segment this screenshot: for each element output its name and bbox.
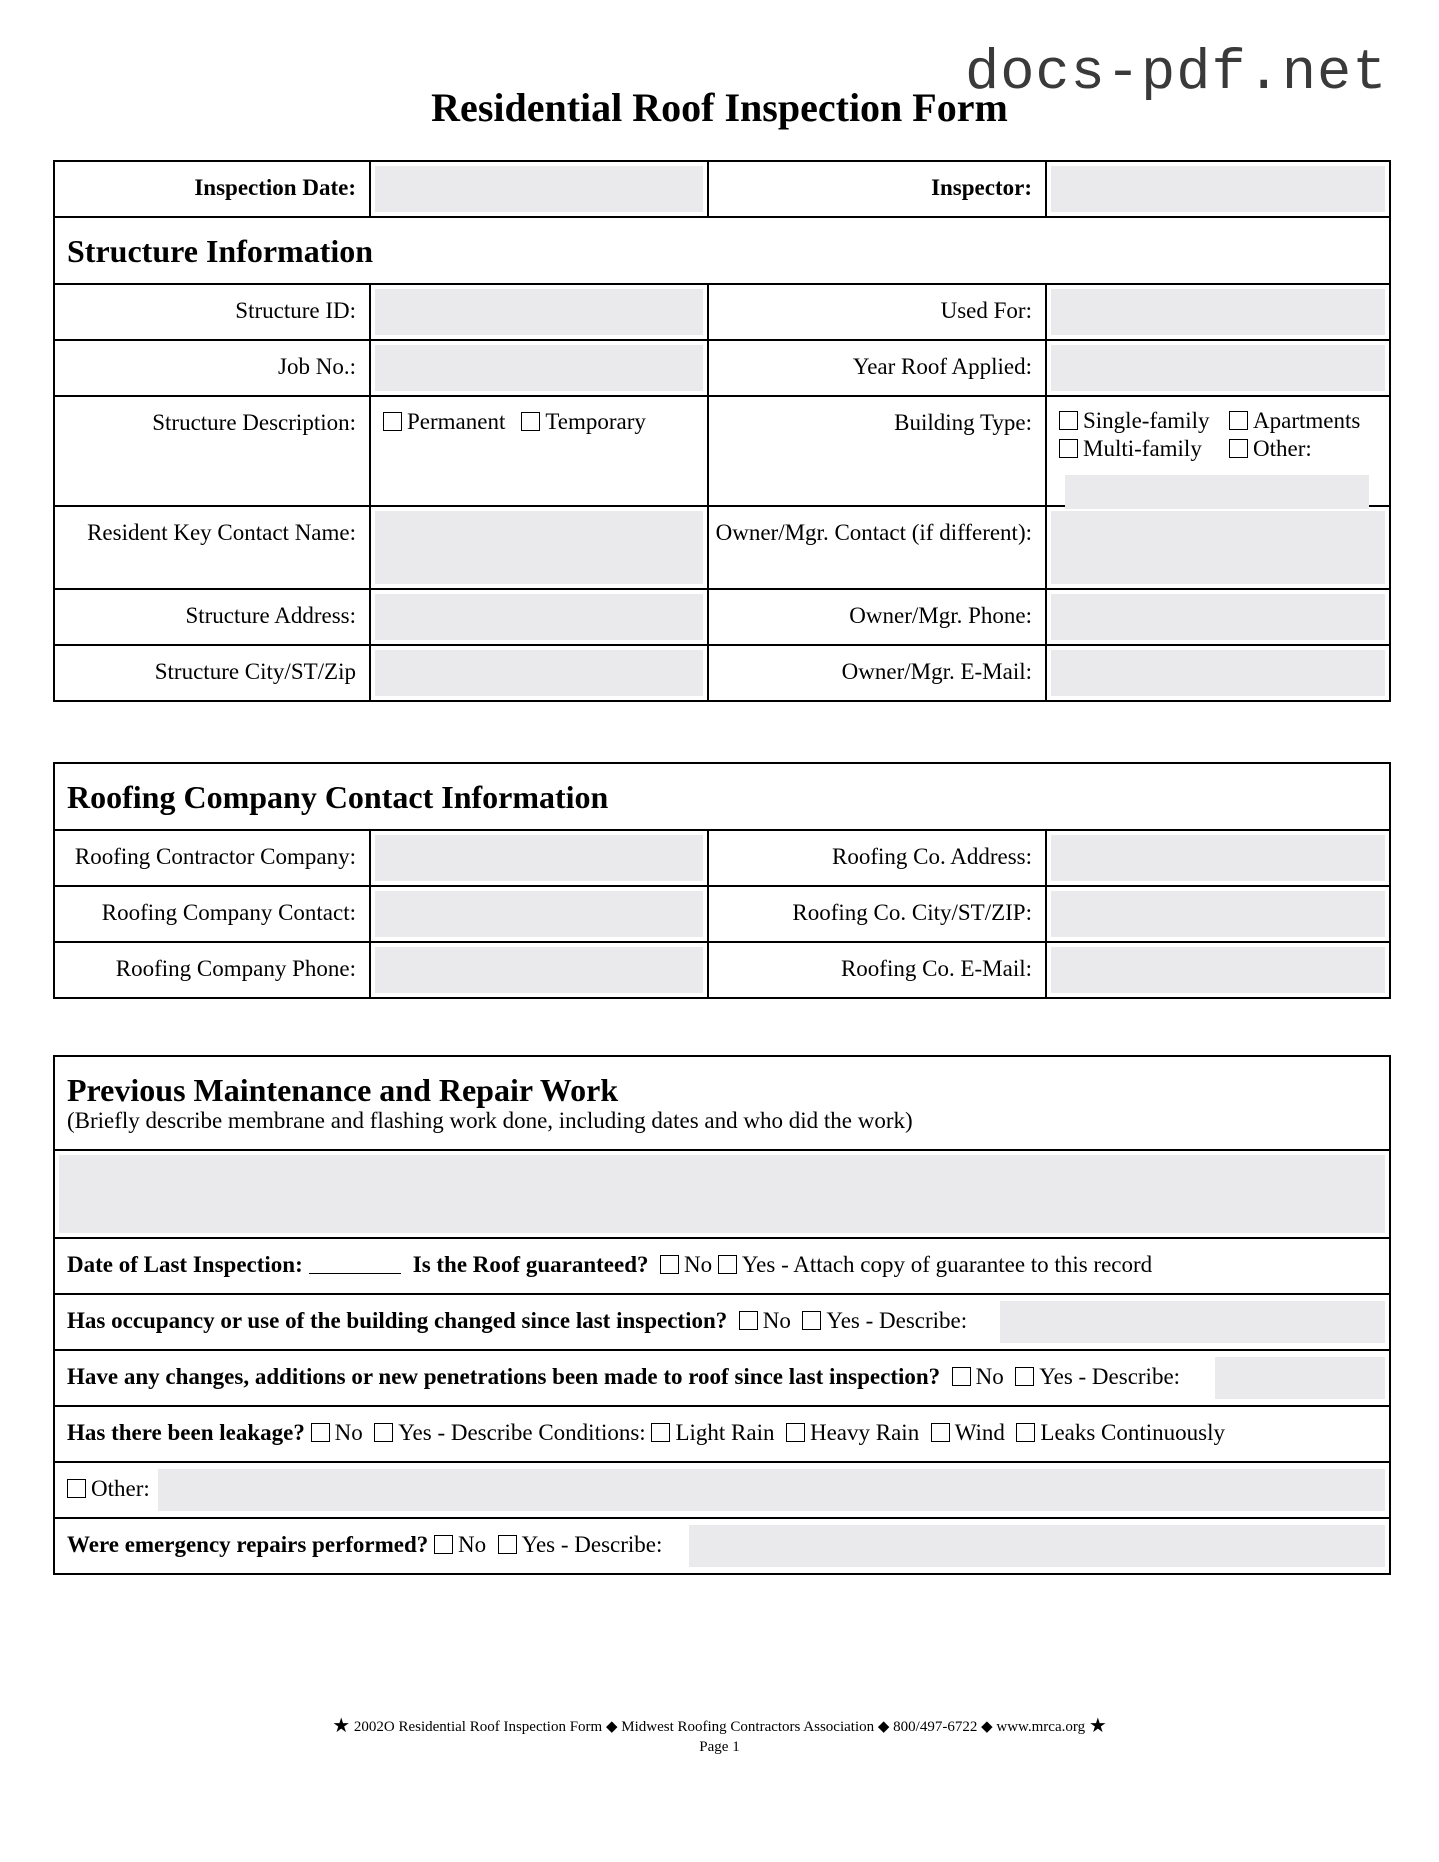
mrca-logo-icon-right: ★ [1088, 1713, 1107, 1737]
job-no-field[interactable] [370, 340, 708, 396]
leaks-continuously-checkbox[interactable] [1016, 1423, 1035, 1442]
changes-yes-label: Yes - Describe: [1039, 1364, 1181, 1389]
footer-text: 2002O Residential Roof Inspection Form ◆ Midwest Roofing Contractors Association ◆ 800/497-6722 ◆ www.mrca.org [353, 1719, 1086, 1735]
structure-address-field[interactable] [370, 589, 708, 645]
apartments-label: Apartments [1253, 408, 1361, 433]
other-leak-row [54, 1462, 1390, 1518]
leakage-row [54, 1406, 1390, 1462]
leaks-continuously-label: Leaks Continuously [1040, 1420, 1226, 1445]
owner-contact-label: Owner/Mgr. Contact (if different): [708, 506, 1046, 589]
owner-phone-field[interactable] [1046, 589, 1390, 645]
resident-contact-field[interactable] [370, 506, 708, 589]
roofing-email-label: Roofing Co. E-Mail: [708, 942, 1046, 998]
inspector-label: Inspector: [708, 161, 1046, 217]
other-leak-checkbox[interactable] [67, 1479, 86, 1498]
roofing-city-label: Roofing Co. City/ST/ZIP: [708, 886, 1046, 942]
changes-no-checkbox[interactable] [952, 1367, 971, 1386]
light-rain-checkbox[interactable] [651, 1423, 670, 1442]
changes-row [54, 1350, 1390, 1406]
resident-contact-label: Resident Key Contact Name: [54, 506, 370, 589]
occupancy-label: Has occupancy or use of the building changed since last inspection? [67, 1308, 728, 1333]
guaranteed-no-label: No [684, 1252, 713, 1277]
permanent-checkbox[interactable] [383, 412, 402, 431]
roofing-address-label: Roofing Co. Address: [708, 830, 1046, 886]
leakage-no-checkbox[interactable] [311, 1423, 330, 1442]
structure-description-label: Structure Description: [54, 396, 370, 506]
occupancy-describe-field[interactable] [1000, 1301, 1385, 1343]
changes-describe-field[interactable] [1215, 1357, 1385, 1399]
heavy-rain-label: Heavy Rain [809, 1420, 920, 1445]
emergency-yes-label: Yes - Describe: [521, 1532, 663, 1557]
used-for-field[interactable] [1046, 284, 1390, 340]
guaranteed-label: Is the Roof guaranteed? [412, 1252, 649, 1277]
leakage-label: Has there been leakage? [67, 1420, 305, 1445]
roofing-company-table [53, 762, 1391, 999]
structure-city-label: Structure City/ST/Zip [54, 645, 370, 701]
maintenance-section-subtitle: (Briefly describe membrane and flashing work done, including dates and who did the work) [67, 1108, 913, 1133]
roofing-city-field[interactable] [1046, 886, 1390, 942]
roofing-phone-label: Roofing Company Phone: [54, 942, 370, 998]
changes-yes-checkbox[interactable] [1015, 1367, 1034, 1386]
structure-id-label: Structure ID: [54, 284, 370, 340]
emergency-row [54, 1518, 1390, 1574]
other-leak-label: Other: [91, 1476, 150, 1501]
maintenance-section-title: Previous Maintenance and Repair Work [67, 1072, 619, 1108]
multi-family-label: Multi-family [1083, 436, 1202, 461]
temporary-checkbox[interactable] [521, 412, 540, 431]
structure-table [53, 160, 1391, 702]
apartments-checkbox[interactable] [1229, 411, 1248, 430]
inspection-date-label: Inspection Date: [54, 161, 370, 217]
owner-email-field[interactable] [1046, 645, 1390, 701]
roofing-address-field[interactable] [1046, 830, 1390, 886]
occupancy-yes-checkbox[interactable] [802, 1311, 821, 1330]
emergency-no-checkbox[interactable] [434, 1535, 453, 1554]
light-rain-label: Light Rain [675, 1420, 775, 1445]
structure-section-title: Structure Information [67, 233, 374, 269]
mrca-logo-icon: ★ [332, 1713, 351, 1737]
permanent-label: Permanent [407, 409, 506, 434]
leakage-yes-label: Yes - Describe Conditions: [398, 1420, 646, 1445]
structure-id-field[interactable] [370, 284, 708, 340]
page-title: Residential Roof Inspection Form [431, 85, 1008, 130]
roofing-phone-field[interactable] [370, 942, 708, 998]
inspector-field[interactable] [1046, 161, 1390, 217]
occupancy-yes-label: Yes - Describe: [826, 1308, 968, 1333]
other-building-field[interactable] [1065, 475, 1369, 509]
single-family-checkbox[interactable] [1059, 411, 1078, 430]
occupancy-row [54, 1294, 1390, 1350]
structure-section-header [54, 217, 1390, 284]
owner-phone-label: Owner/Mgr. Phone: [708, 589, 1046, 645]
roofing-company-label: Roofing Contractor Company: [54, 830, 370, 886]
watermark: docs-pdf.net [965, 42, 1388, 106]
changes-no-label: No [975, 1364, 1004, 1389]
maintenance-section-header [54, 1056, 1390, 1150]
inspection-date-field[interactable] [370, 161, 708, 217]
footer [0, 1712, 1439, 1758]
roofing-contact-label: Roofing Company Contact: [54, 886, 370, 942]
wind-label: Wind [954, 1420, 1005, 1445]
used-for-label: Used For: [708, 284, 1046, 340]
job-no-label: Job No.: [54, 340, 370, 396]
other-building-label: Other: [1253, 436, 1312, 461]
emergency-yes-checkbox[interactable] [498, 1535, 517, 1554]
year-roof-field[interactable] [1046, 340, 1390, 396]
structure-address-label: Structure Address: [54, 589, 370, 645]
last-inspection-label: Date of Last Inspection: [67, 1252, 303, 1277]
roofing-company-field[interactable] [370, 830, 708, 886]
roofing-contact-field[interactable] [370, 886, 708, 942]
other-leak-field[interactable] [158, 1469, 1385, 1511]
year-roof-label: Year Roof Applied: [708, 340, 1046, 396]
roofing-section-title: Roofing Company Contact Information [67, 779, 609, 815]
heavy-rain-checkbox[interactable] [786, 1423, 805, 1442]
building-type-label: Building Type: [708, 396, 1046, 506]
page-number: Page 1 [699, 1739, 740, 1755]
building-type-options [1046, 396, 1390, 506]
occupancy-no-checkbox[interactable] [739, 1311, 758, 1330]
guaranteed-yes-checkbox[interactable] [718, 1255, 737, 1274]
maintenance-table [53, 1055, 1391, 1575]
owner-email-label: Owner/Mgr. E-Mail: [708, 645, 1046, 701]
wind-checkbox[interactable] [931, 1423, 950, 1442]
other-building-checkbox[interactable] [1229, 439, 1248, 458]
structure-description-options [370, 396, 708, 506]
occupancy-no-label: No [762, 1308, 791, 1333]
changes-label: Have any changes, additions or new penetrations been made to roof since last inspection? [67, 1364, 941, 1389]
guaranteed-yes-label: Yes - Attach copy of guarantee to this record [741, 1252, 1153, 1277]
last-inspection-date-field[interactable] [309, 1255, 401, 1274]
emergency-describe-field[interactable] [689, 1525, 1385, 1567]
single-family-label: Single-family [1083, 408, 1210, 433]
owner-contact-field[interactable] [1046, 506, 1390, 589]
emergency-label: Were emergency repairs performed? [67, 1532, 429, 1557]
structure-city-field[interactable] [370, 645, 708, 701]
temporary-label: Temporary [545, 409, 646, 434]
guaranteed-no-checkbox[interactable] [660, 1255, 679, 1274]
maintenance-description-field[interactable] [54, 1150, 1390, 1238]
multi-family-checkbox[interactable] [1059, 439, 1078, 458]
roofing-email-field[interactable] [1046, 942, 1390, 998]
roofing-section-header [54, 763, 1390, 830]
leakage-no-label: No [334, 1420, 363, 1445]
emergency-no-label: No [458, 1532, 487, 1557]
last-inspection-row [54, 1238, 1390, 1294]
leakage-yes-checkbox[interactable] [374, 1423, 393, 1442]
